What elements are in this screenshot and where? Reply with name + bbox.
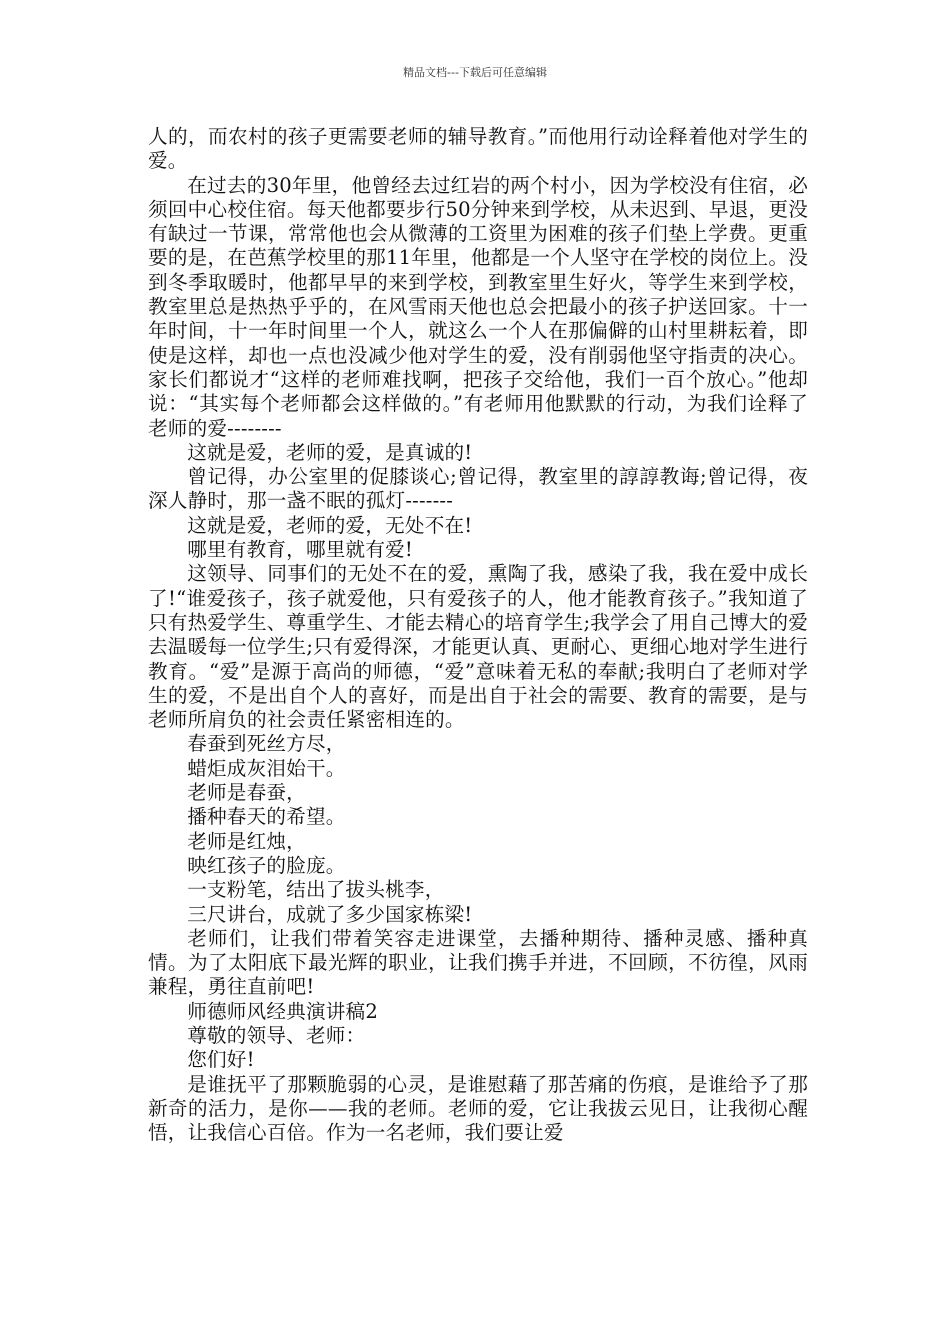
poem-line: 老师是红烛， — [187, 829, 306, 853]
poem-line: 播种春天的希望。 — [187, 805, 346, 829]
poem-line: 蜡炬成灰泪始干。 — [187, 756, 346, 780]
paragraph: 在过去的30年里，他曾经去过红岩的两个村小，因为学校没有住宿，必须回中心校住宿。每天他都要步行50分钟来到学校，从未迟到、早退，更没有缺过一节课，常常他也会从微薄的工资里为困难的孩子们垫上学费。更重要的是，在芭蕉学校里的那11年里，他都是一个人坚守在学校的岗位上。没到冬季取暖时，他都早早的来到学校，到教室里生好火，等学生来到学校，教室里总是热热乎乎的，在风雪雨天他也总会把最小的孩子护送回家。十一年时间，十一年时间里一个人，就这么一个人在那偏僻的山村里耕耘着，即使是这样，却也一点也没减少他对学生的爱，没有削弱他坚守指责的决心。家长们都说才“这样的老师难找啊，把孩子交给他，我们一百个放心。”他却说：“其实每个老师都会这样做的。”有老师用他默默的行动，为我们诠释了老师的爱-------- — [148, 173, 808, 440]
paragraph: 这就是爱，老师的爱，无处不在! — [187, 513, 473, 537]
paragraph: 曾记得，办公室里的促膝谈心;曾记得，教室里的諄諄教诲;曾记得，夜深人静时，那一盏不眠的孤灯------- — [148, 465, 808, 513]
paragraph: 是谁抚平了那颗脆弱的心灵，是谁慰藉了那苦痛的伤痕，是谁给予了那新奇的活力，是你——我的老师。老师的爱，它让我拔云见日，让我彻心醒悟，让我信心百倍。作为一名老师，我们要让爱 — [148, 1072, 808, 1145]
salutation: 尊敬的领导、老师： — [187, 1023, 366, 1047]
paragraph: 哪里有教育，哪里就有爱! — [187, 538, 413, 562]
paragraph: 这就是爱，老师的爱，是真诚的! — [187, 440, 473, 464]
poem-line: 一支粉笔，结出了拔头桃李， — [187, 878, 445, 902]
page-header: 精品文档---下载后可任意编辑 — [403, 66, 547, 79]
poem-line: 映红孩子的脸庞。 — [187, 853, 346, 877]
paragraph: 人的，而农村的孩子更需要老师的辅导教育。”而他用行动诠释着他对学生的爱。 — [148, 125, 808, 173]
section-title: 师德师风经典演讲稿2 — [187, 999, 378, 1023]
poem-line: 三尺讲台，成就了多少国家栋梁! — [187, 902, 473, 926]
paragraph: 老师们，让我们带着笑容走进课堂，去播种期待、播种灵感、播种真情。为了太阳底下最光辉的职业，让我们携手并进，不回顾，不彷徨，风雨兼程，勇往直前吧! — [148, 926, 808, 999]
greeting: 您们好! — [187, 1048, 255, 1072]
poem-line: 老师是春蚕， — [187, 781, 306, 805]
poem-line: 春蚕到死丝方尽， — [187, 732, 346, 756]
document-body — [148, 125, 808, 1145]
paragraph: 这领导、同事们的无处不在的爱，熏陶了我，感染了我，我在爱中成长了!“谁爱孩子，孩子就爱他，只有爱孩子的人，他才能教育孩子。”我知道了只有热爱学生、尊重学生、才能去精心的培育学生;我学会了用自己博大的爱去温暖每一位学生;只有爱得深，才能更认真、更耐心、更细心地对学生进行教育。“爱”是源于高尚的师德，“爱”意味着无私的奉献;我明白了老师对学生的爱，不是出自个人的喜好，而是出自于社会的需要、教育的需要，是与老师所肩负的社会责任紧密相连的。 — [148, 562, 808, 732]
